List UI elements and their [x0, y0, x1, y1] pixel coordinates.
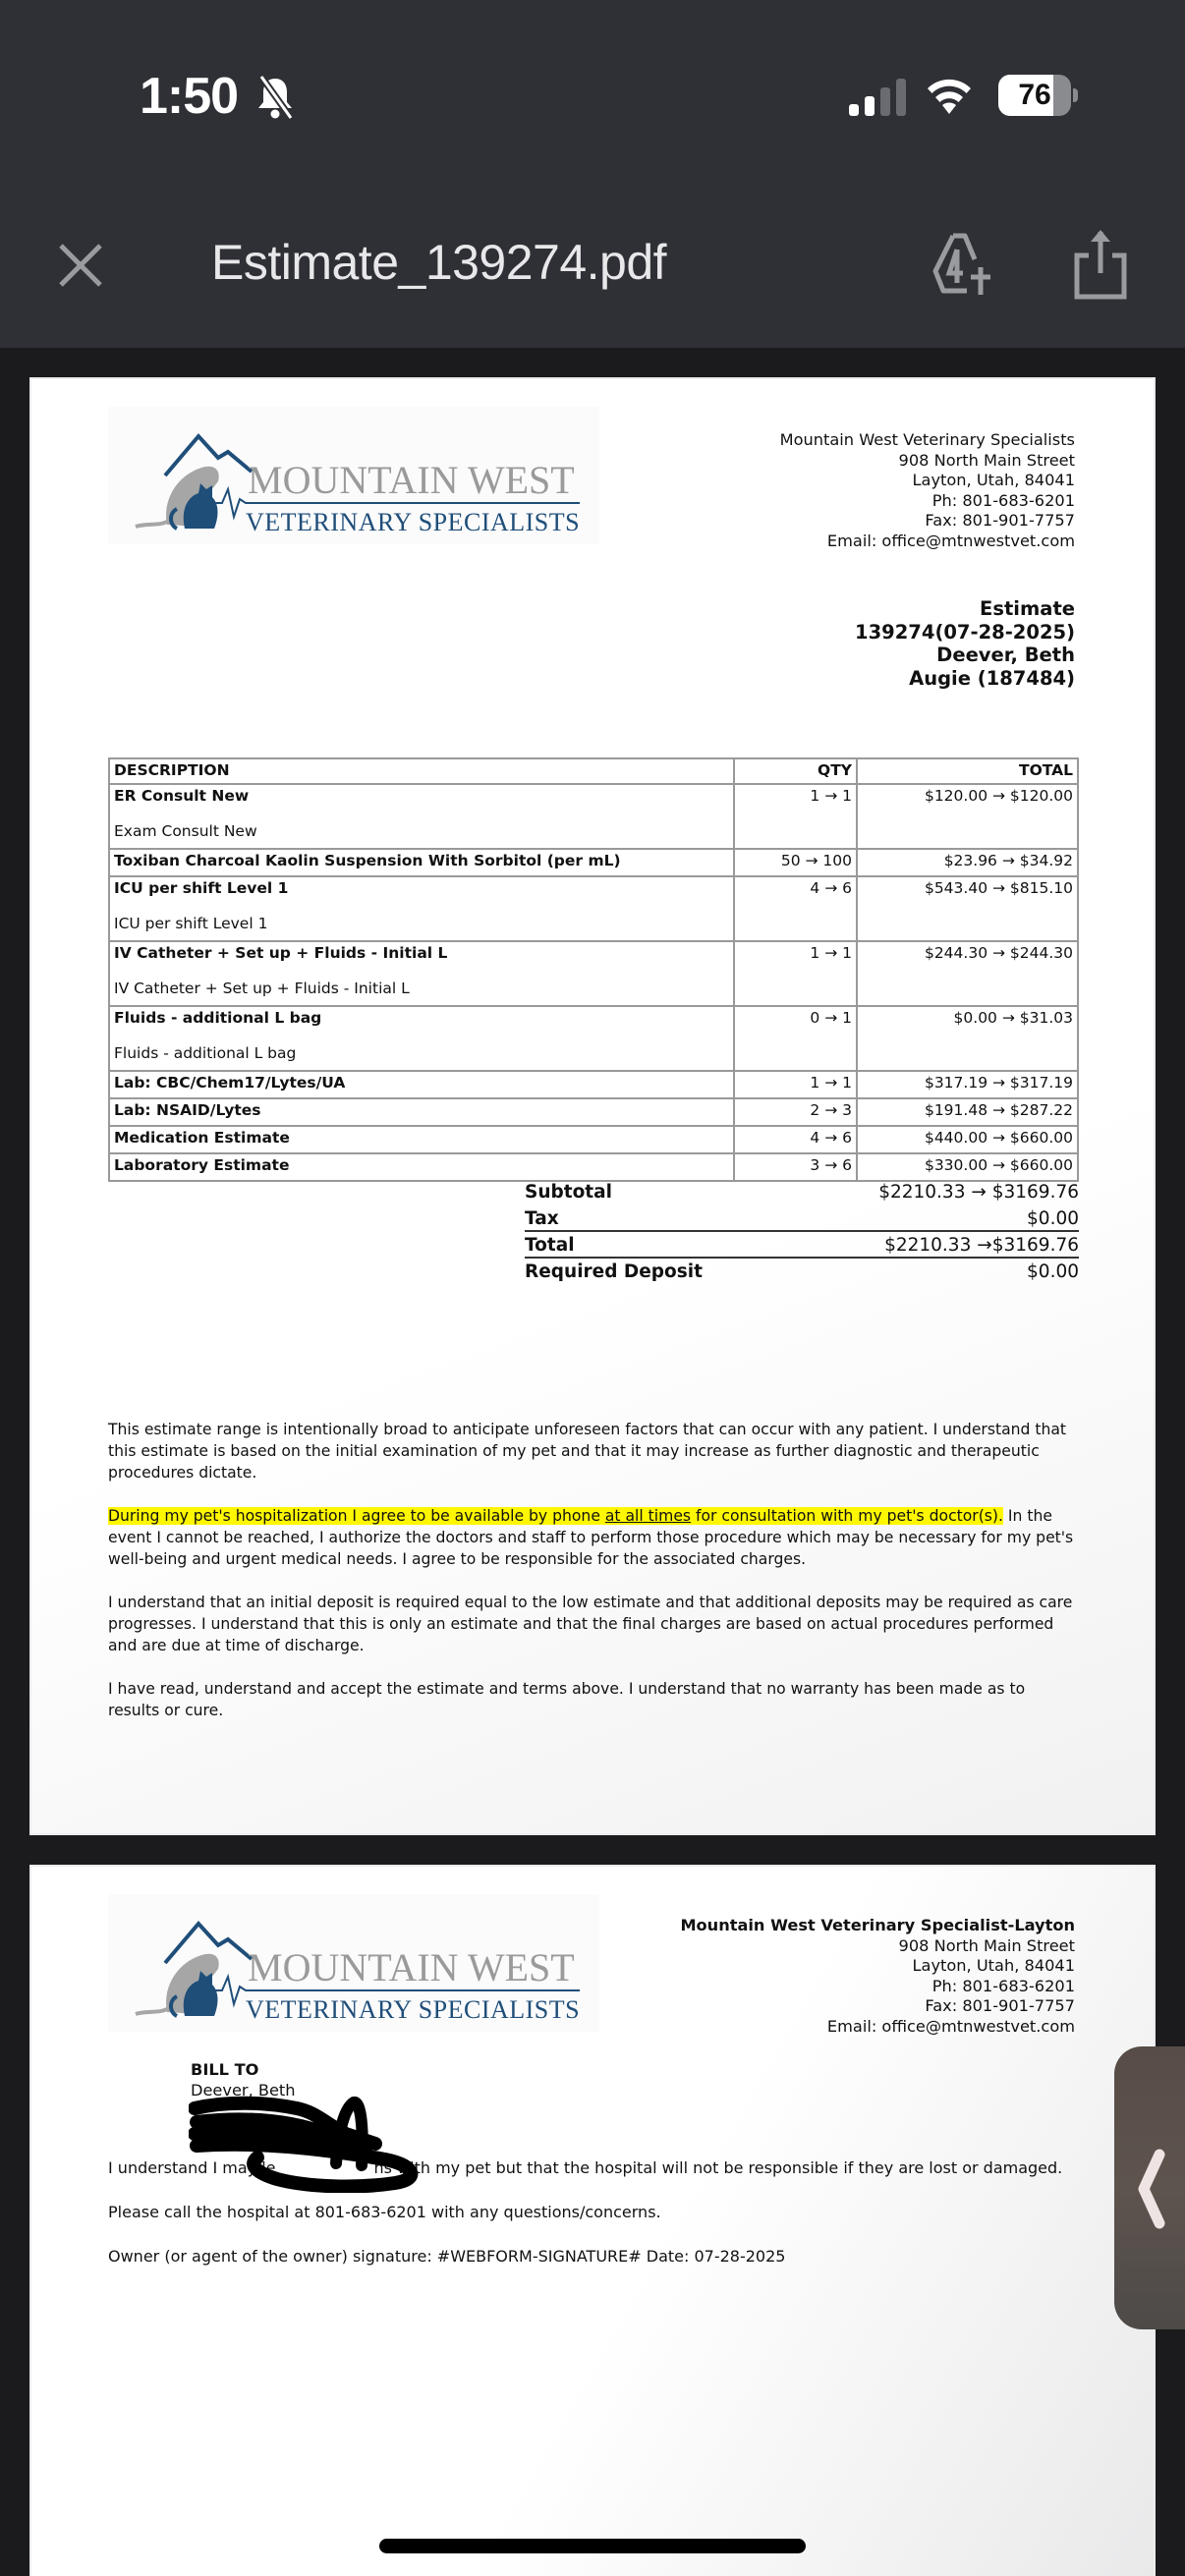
bill-to-heading: BILL TO — [191, 2060, 259, 2079]
logo-line2: VETERINARY SPECIALISTS — [246, 1995, 581, 2024]
logo-line1: MOUNTAIN WEST — [248, 458, 575, 502]
item-qty: 4 → 6 — [734, 1126, 857, 1153]
estimate-number-date: 139274(07-28-2025) — [855, 620, 1075, 644]
app-header — [0, 0, 1185, 348]
logo-line1: MOUNTAIN WEST — [248, 1945, 575, 1989]
clinic-street: 908 North Main Street — [898, 1935, 1075, 1955]
total-value: $2210.33 →$3169.76 — [884, 1235, 1079, 1256]
pdf-page-2[interactable] — [29, 1865, 1156, 2576]
clinic-street: 908 North Main Street — [898, 450, 1075, 470]
column-header-description: DESCRIPTION — [109, 758, 734, 784]
table-row — [109, 849, 1078, 876]
clinic-email: Email: office@mtnwestvet.com — [826, 2016, 1075, 2036]
item-name: Lab: NSAID/Lytes — [114, 1101, 261, 1119]
item-total: $0.00 → $31.03 — [857, 1006, 1078, 1071]
item-total: $440.00 → $660.00 — [857, 1126, 1078, 1153]
table-row — [109, 1071, 1078, 1098]
table-row — [109, 1006, 1078, 1071]
item-subtext: Exam Consult New — [114, 822, 257, 840]
side-panel-handle[interactable] — [1114, 2046, 1185, 2329]
deposit-row — [525, 1259, 1079, 1285]
item-name: ICU per shift Level 1 — [114, 879, 289, 897]
item-total: $191.48 → $287.22 — [857, 1098, 1078, 1126]
totals-block — [525, 1179, 1079, 1285]
bill-to-name: Deever, Beth — [191, 2081, 296, 2100]
home-indicator[interactable] — [379, 2539, 806, 2553]
battery-percent: 76 — [1018, 79, 1051, 111]
close-icon[interactable] — [55, 240, 106, 291]
item-description — [109, 1098, 734, 1126]
item-name: IV Catheter + Set up + Fluids - Initial L — [114, 944, 448, 962]
item-description — [109, 1153, 734, 1181]
item-description — [109, 1126, 734, 1153]
column-header-total: TOTAL — [857, 758, 1078, 784]
item-description — [109, 876, 734, 941]
subtotal-label: Subtotal — [525, 1182, 612, 1203]
item-description — [109, 849, 734, 876]
tax-value: $0.00 — [1027, 1208, 1079, 1229]
clinic-logo — [108, 1894, 599, 2032]
signature-line: Owner (or agent of the owner) signature: #WEBFORM-SIGNATURE# Date: 07-28-2025 — [108, 2247, 786, 2266]
clinic-phone: Ph: 801-683-6201 — [931, 1976, 1075, 1995]
total-row — [525, 1232, 1079, 1259]
clinic-name: Mountain West Veterinary Specialists — [779, 430, 1075, 449]
table-row — [109, 1098, 1078, 1126]
terms-paragraph-2: During my pet's hospitalization I agree to be available by phone at all times for consultation with my pet's doctor(s). In the event I cannot be reached, I authorize the doctors and staff to perform those procedure which may be necessary for my pet's well-being and urgent medical needs. I agree to be responsible for the associated charges. — [108, 1507, 1074, 1568]
item-total: $120.00 → $120.00 — [857, 784, 1078, 849]
table-row — [109, 1126, 1078, 1153]
highlighted-text: During my pet's hospitalization I agree to be available by phone at all times for consultation with my pet's doctor(s). — [108, 1507, 1003, 1525]
terms-paragraph-4: I have read, understand and accept the estimate and terms above. I understand that no warranty has been made as to results or cure. — [108, 1680, 1026, 1719]
chevron-left-icon — [1136, 2149, 1165, 2229]
belongings-paragraph: I understand I may le ns with my pet but that the hospital will not be responsible if they are lost or damaged. — [108, 2158, 1063, 2177]
clinic-address — [780, 430, 1075, 551]
table-row — [109, 784, 1078, 849]
estimate-terms — [108, 1419, 1081, 1743]
battery-indicator — [998, 75, 1077, 116]
item-subtext: Fluids - additional L bag — [114, 1044, 297, 1062]
clinic-city: Layton, Utah, 84041 — [912, 1956, 1075, 1975]
estimate-info — [855, 597, 1075, 690]
table-row — [109, 1153, 1078, 1181]
item-description — [109, 1071, 734, 1098]
item-qty: 1 → 1 — [734, 1071, 857, 1098]
item-description — [109, 784, 734, 849]
table-row — [109, 941, 1078, 1006]
item-subtext: ICU per shift Level 1 — [114, 915, 268, 932]
redaction-scribble — [189, 2095, 434, 2193]
item-qty: 3 → 6 — [734, 1153, 857, 1181]
item-name: Fluids - additional L bag — [114, 1009, 322, 1027]
share-icon[interactable] — [1071, 226, 1130, 301]
cellular-signal-icon — [847, 77, 908, 116]
deposit-value: $0.00 — [1027, 1261, 1079, 1282]
item-qty: 50 → 100 — [734, 849, 857, 876]
underlined-text: at all times — [604, 1507, 692, 1525]
item-total: $244.30 → $244.30 — [857, 941, 1078, 1006]
document-title: Estimate_139274.pdf — [211, 235, 667, 290]
item-subtext: IV Catheter + Set up + Fluids - Initial L — [114, 980, 410, 997]
clinic-fax: Fax: 801-901-7757 — [925, 511, 1075, 530]
tax-label: Tax — [525, 1208, 559, 1229]
wifi-icon — [924, 75, 975, 116]
item-total: $23.96 → $34.92 — [857, 849, 1078, 876]
item-qty: 0 → 1 — [734, 1006, 857, 1071]
client-name: Deever, Beth — [936, 644, 1075, 666]
total-label: Total — [525, 1235, 575, 1256]
item-name: Lab: CBC/Chem17/Lytes/UA — [114, 1074, 346, 1092]
bell-slash-icon — [254, 75, 297, 120]
subtotal-value: $2210.33 → $3169.76 — [878, 1182, 1079, 1203]
deposit-label: Required Deposit — [525, 1261, 703, 1282]
clinic-name: Mountain West Veterinary Specialist-Layton — [680, 1916, 1075, 1934]
item-name: Laboratory Estimate — [114, 1156, 290, 1174]
item-qty: 2 → 3 — [734, 1098, 857, 1126]
logo-line2: VETERINARY SPECIALISTS — [246, 508, 581, 536]
terms-paragraph-1: This estimate range is intentionally broad to anticipate unforeseen factors that can occur with any patient. I understand that this estimate is based on the initial examination of my pet and that it may increase as further diagnostic and therapeutic procedures dictate. — [108, 1421, 1067, 1482]
pdf-page-1[interactable] — [29, 377, 1156, 1835]
item-name: Toxiban Charcoal Kaolin Suspension With Sorbitol (per mL) — [114, 852, 621, 869]
item-total: $543.40 → $815.10 — [857, 876, 1078, 941]
estimate-heading: Estimate — [980, 597, 1075, 620]
item-description — [109, 941, 734, 1006]
item-description — [109, 1006, 734, 1071]
estimate-table — [108, 757, 1079, 1182]
table-row — [109, 876, 1078, 941]
item-name: Medication Estimate — [114, 1129, 290, 1147]
item-qty: 1 → 1 — [734, 784, 857, 849]
status-time: 1:50 — [140, 68, 239, 125]
markup-pen-plus-icon[interactable] — [924, 232, 994, 299]
column-header-qty: QTY — [734, 758, 857, 784]
item-qty: 4 → 6 — [734, 876, 857, 941]
clinic-email: Email: office@mtnwestvet.com — [826, 531, 1075, 550]
clinic-phone: Ph: 801-683-6201 — [931, 490, 1075, 510]
patient-name: Augie (187484) — [909, 666, 1075, 690]
item-total: $330.00 → $660.00 — [857, 1153, 1078, 1181]
item-qty: 1 → 1 — [734, 941, 857, 1006]
contact-paragraph: Please call the hospital at 801-683-6201 with any questions/concerns. — [108, 2203, 661, 2221]
clinic-address — [680, 1916, 1075, 2037]
clinic-fax: Fax: 801-901-7757 — [925, 1996, 1075, 2015]
tax-row — [525, 1205, 1079, 1232]
item-name: ER Consult New — [114, 787, 250, 805]
table-header-row — [109, 758, 1078, 784]
item-total: $317.19 → $317.19 — [857, 1071, 1078, 1098]
clinic-logo — [108, 407, 599, 544]
subtotal-row — [525, 1179, 1079, 1205]
clinic-city: Layton, Utah, 84041 — [912, 471, 1075, 489]
terms-paragraph-3: I understand that an initial deposit is required equal to the low estimate and that additional deposits may be required as care progresses. I understand that this is only an estimate and that the final charges are based on actual procedures performed and are due at time of discharge. — [108, 1594, 1073, 1654]
